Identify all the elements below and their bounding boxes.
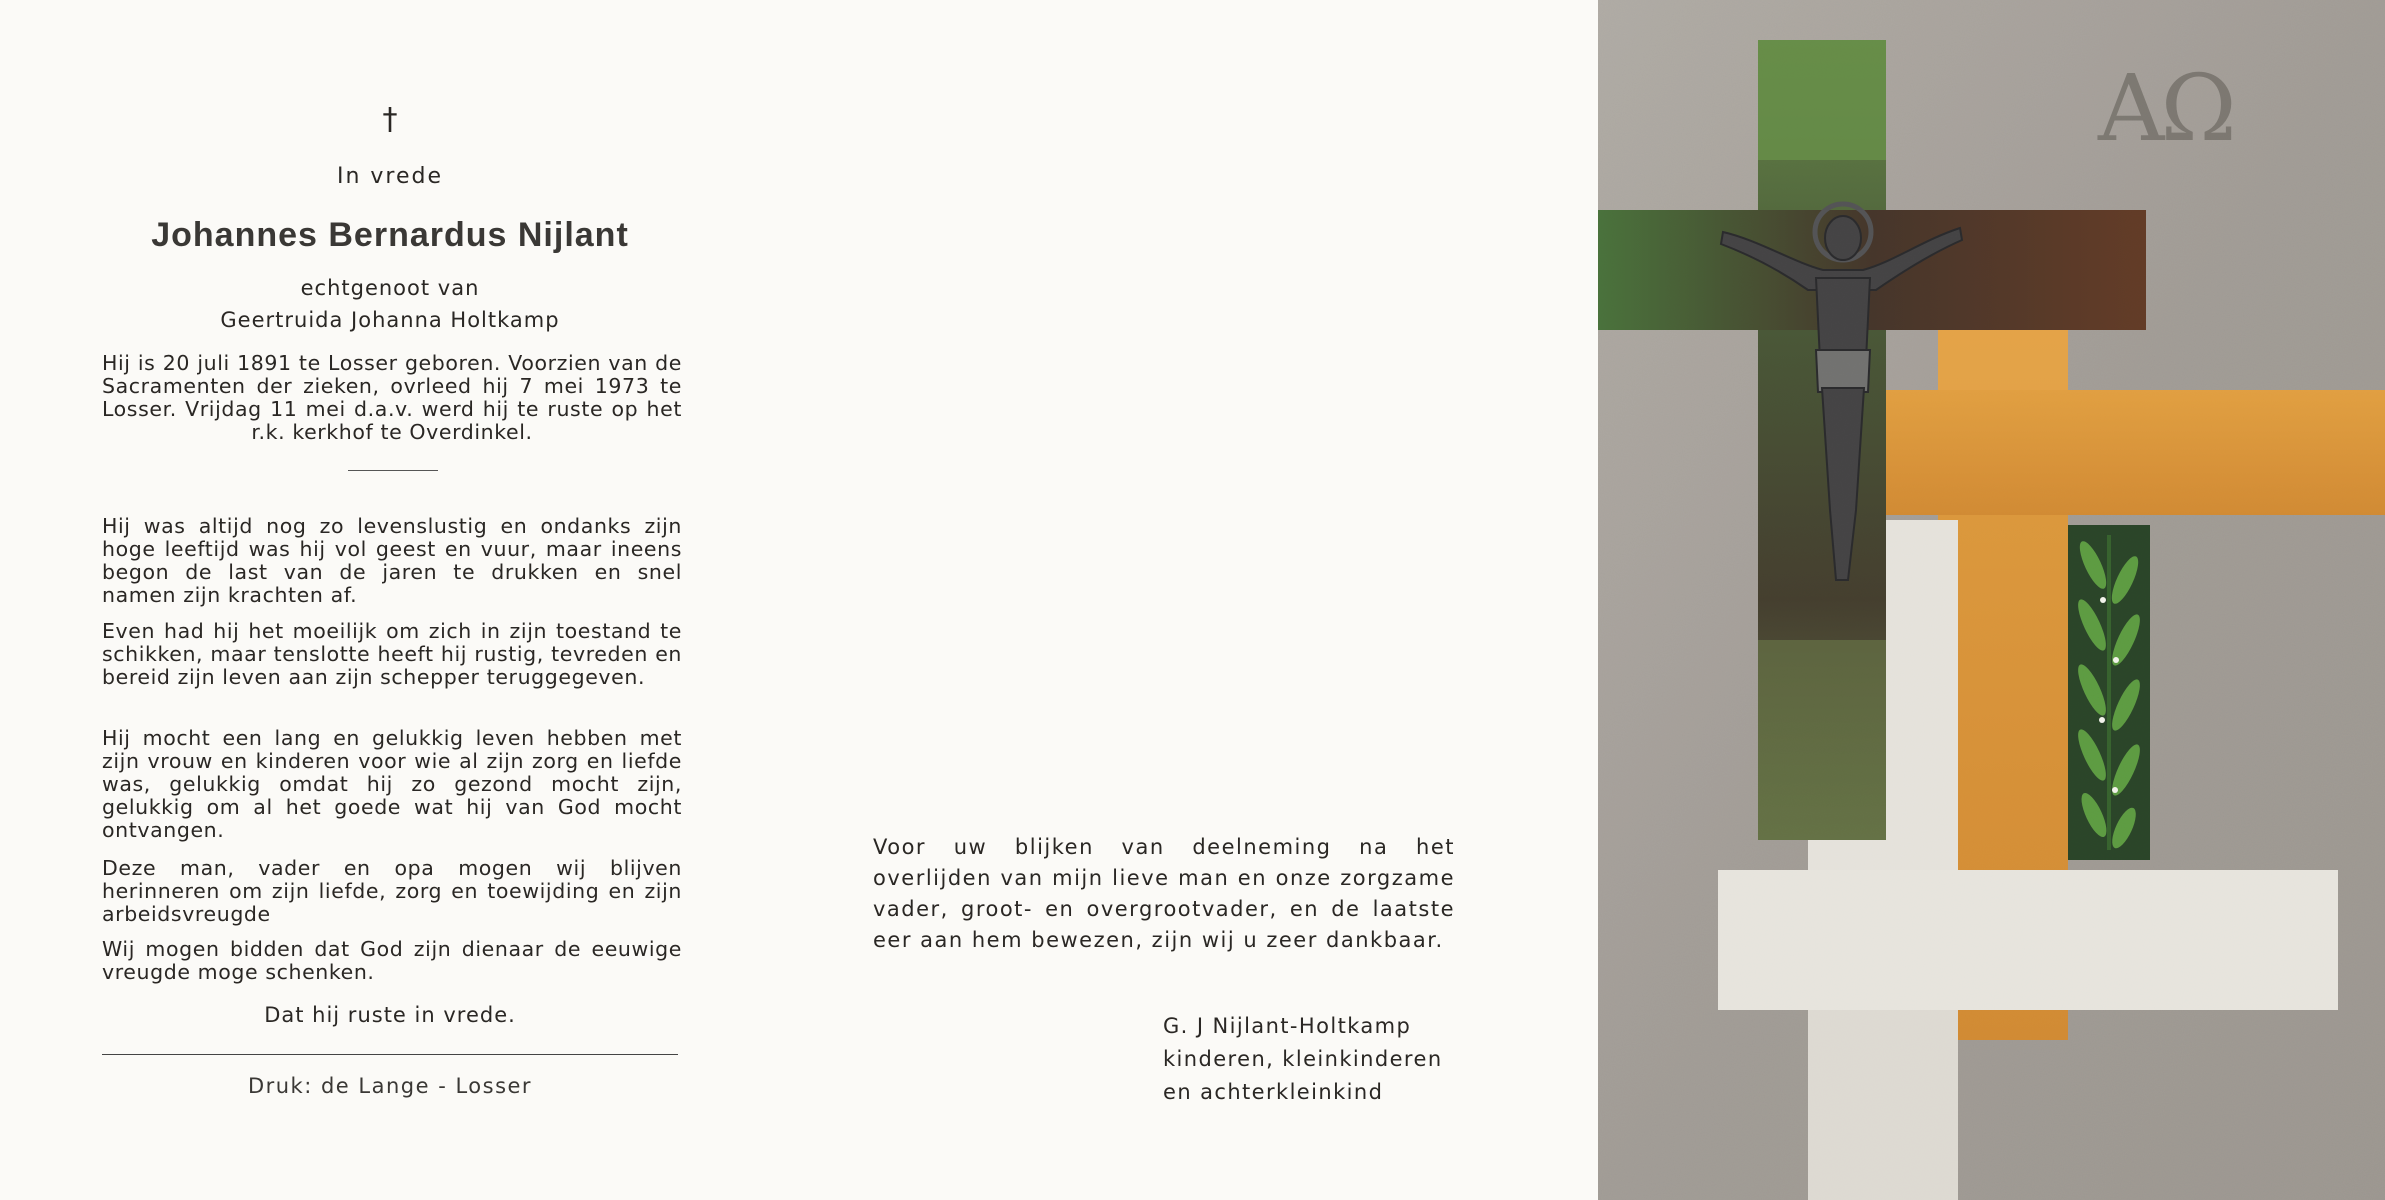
divider-short bbox=[348, 470, 438, 471]
in-peace-heading: In vrede bbox=[336, 164, 444, 189]
thank-you-text: Voor uw blijken van deelneming na het overlijden van mijn lieve man en onze zorgzame vader, groot- en overgrootvader, en de laatste eer aan hem bewezen, zijn wij u zeer dankbaar. bbox=[873, 835, 1455, 952]
cross-symbol: † bbox=[382, 102, 398, 137]
tribute-paragraph-4: Deze man, vader en opa mogen wij blijven herinneren om zijn liefde, zorg en toewijding en zijn arbeidsvreugde bbox=[102, 856, 682, 926]
tribute-paragraph-5: Wij mogen bidden dat God zijn dienaar de eeuwige vreugde moge schenken. bbox=[102, 937, 682, 984]
divider-long bbox=[102, 1054, 678, 1055]
cover-painting-panel bbox=[1598, 0, 2385, 1200]
thank-you-panel bbox=[780, 0, 1598, 1200]
signature-line-3: en achterkleinkind bbox=[1163, 1080, 1384, 1104]
biography-paragraph: Hij is 20 juli 1891 te Losser geboren. Voorzien van de Sacramenten der zieken, ovrleed hij 7 mei 1973 te Losser. Vrijdag 11 mei d.a.v. werd hij te ruste op het r.k. kerkhof te Overdinkel. bbox=[102, 351, 682, 444]
alpha-omega-symbol: AΩ bbox=[2098, 55, 2233, 162]
memorial-card-text-panel bbox=[0, 0, 780, 1200]
tribute-paragraph-3: Hij mocht een lang en gelukkig leven hebben met zijn vrouw en kinderen voor wie al zijn zorg en liefde was, gelukkig omdat hij zo gezond mocht zijn, gelukkig om al het goede wat hij van God mocht ontvangen. bbox=[102, 726, 682, 842]
printer-credit: Druk: de Lange - Losser bbox=[247, 1074, 533, 1098]
rest-in-peace-line: Dat hij ruste in vrede. bbox=[264, 1003, 516, 1027]
tribute-paragraph-1: Hij was altijd nog zo levenslustig en ondanks zijn hoge leeftijd was hij vol geest en vuur, maar ineens begon de last van de jaren te drukken en snel namen zijn krachten af. bbox=[102, 514, 682, 607]
spouse-name: Geertruida Johanna Holtkamp bbox=[220, 308, 560, 332]
signature-line-1: G. J Nijlant-Holtkamp bbox=[1163, 1014, 1412, 1038]
signature-line-2: kinderen, kleinkinderen bbox=[1163, 1047, 1443, 1071]
tribute-paragraph-2: Even had hij het moeilijk om zich in zijn toestand te schikken, maar tenslotte heeft hij rustig, tevreden en bereid zijn leven aan zijn schepper teruggegeven. bbox=[102, 619, 682, 689]
deceased-name: Johannes Bernardus Nijlant bbox=[151, 216, 629, 254]
spouse-label: echtgenoot van bbox=[300, 276, 480, 300]
crucifix-painting bbox=[1598, 0, 2385, 1200]
